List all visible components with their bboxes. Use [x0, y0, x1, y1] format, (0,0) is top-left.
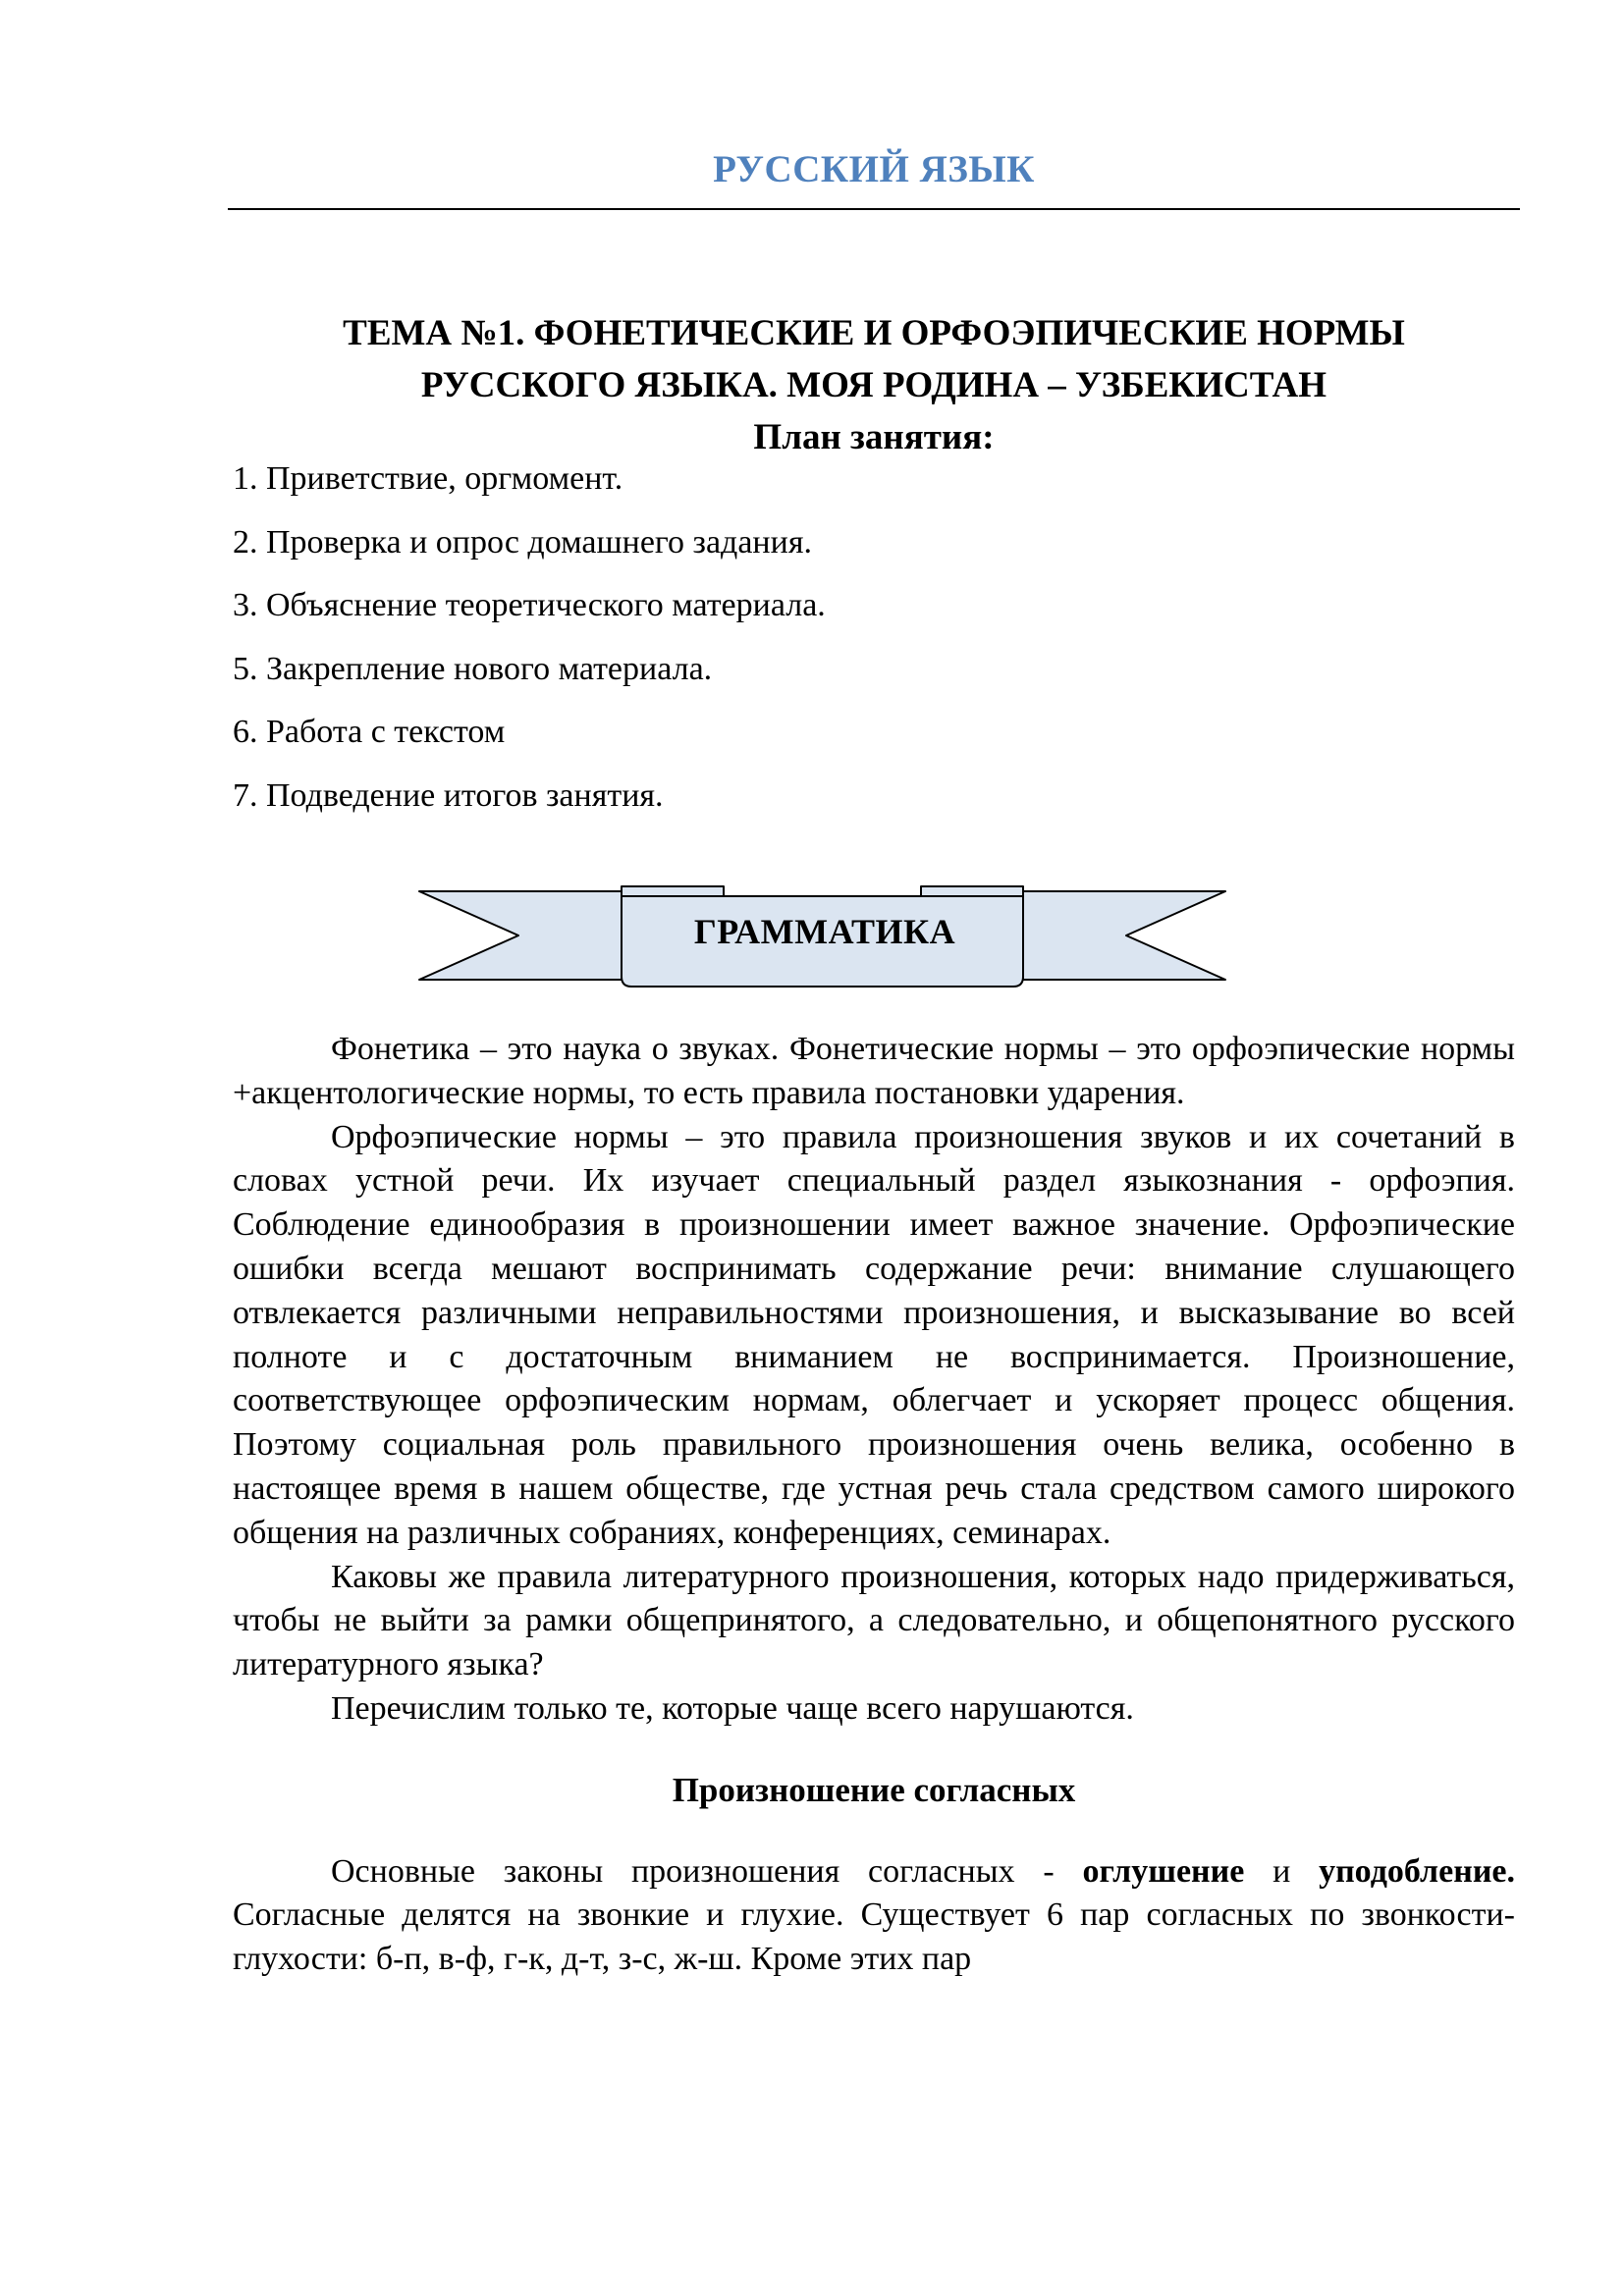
main-text — [233, 1028, 1515, 1982]
plan-item: 5. Закрепление нового материала. — [233, 650, 713, 687]
paragraph: Фонетика – это наука о звуках. Фонетические нормы – это орфоэпические нормы +акцентологические нормы, то есть правила постановки ударения. — [233, 1031, 1515, 1111]
topic-title-line1: ТЕМА №1. ФОНЕТИЧЕСКИЕ И ОРФОЭПИЧЕСКИЕ НОРМЫ — [343, 313, 1405, 353]
plan-title: План занятия: — [753, 417, 995, 457]
topic-title — [236, 307, 1512, 411]
bold-term: уподобление. — [1319, 1852, 1515, 1890]
ribbon-left-fold — [622, 886, 724, 896]
ribbon-right-fold — [921, 886, 1023, 896]
plan-item: 3. Объяснение теоретического материала. — [233, 587, 826, 623]
text-span: и — [1244, 1852, 1320, 1890]
ribbon-left-tail — [419, 891, 622, 980]
plan-item: 6. Работа с текстом — [233, 714, 506, 750]
plan-list — [233, 459, 1509, 839]
plan-item: 1. Приветствие, оргмомент. — [233, 460, 623, 497]
bold-term: оглушение — [1082, 1852, 1245, 1890]
banner-label: ГРАММАТИКА — [693, 912, 956, 951]
text-span: Согласные делятся на звонкие и глухие. Существует 6 пар согласных по звонкости-глухости: б-п, в-ф, г-к, д-т, з-с, ж-ш. Кроме этих пар — [233, 1896, 1515, 1978]
paragraph: Перечислим только те, которые чаще всего нарушаются. — [331, 1689, 1134, 1727]
grammar-ribbon-banner — [417, 881, 1227, 989]
plan-item: 7. Подведение итогов занятия. — [233, 776, 664, 814]
paragraph: Каковы же правила литературного произношения, которых надо придерживаться, чтобы не выйти за рамки общепринятого, а следовательно, и общепонятного русского литературного языка? — [233, 1558, 1515, 1683]
paragraph — [233, 1850, 1515, 1982]
text-span: Основные законы произношения согласных - — [331, 1852, 1083, 1890]
section-heading: Произношение согласных — [672, 1770, 1076, 1809]
topic-title-line2: РУССКОГО ЯЗЫКА. МОЯ РОДИНА – УЗБЕКИСТАН — [420, 365, 1327, 405]
plan-item: 2. Проверка и опрос домашнего задания. — [233, 523, 812, 561]
header-divider — [228, 208, 1520, 210]
ribbon-right-tail — [1023, 891, 1225, 980]
running-header-title: РУССКИЙ ЯЗЫК — [713, 148, 1035, 190]
paragraph: Орфоэпические нормы – это правила произношения звуков и их сочетаний в словах устной речи. Их изучает специальный раздел языкознания - орфоэпия. Соблюдение единообразия в произношении имеет важное значение. Орфоэпические ошибки всегда мешают воспринимать содержание речи: внимание слушающего отвлекается различными неправильностями произношения, и высказывание во всей полноте и с достаточным вниманием не воспринимается. Произношение, соответствующее орфоэпическим нормам, облегчает и ускоряет процесс общения. Поэтому социальная роль правильного произношения очень велика, особенно в настоящее время в нашем обществе, где устная речь стала средством самого широкого общения на различных собраниях, конференциях, семинарах. — [233, 1118, 1515, 1551]
